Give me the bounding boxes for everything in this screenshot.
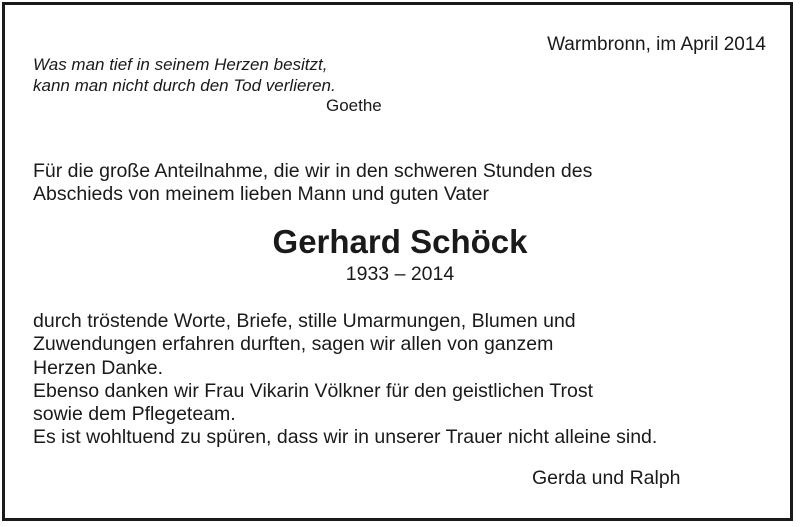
body-line: durch tröstende Worte, Briefe, stille Umarmungen, Blumen und bbox=[33, 310, 576, 332]
intro-paragraph bbox=[33, 160, 753, 206]
quote-line: kann man nicht durch den Tod verlieren. bbox=[33, 76, 336, 95]
quote-line: Was man tief in seinem Herzen besitzt, bbox=[33, 55, 328, 74]
deceased-name: Gerhard Schöck bbox=[272, 223, 528, 260]
body-line: Herzen Danke. bbox=[33, 356, 164, 379]
place-date: Warmbronn, im April 2014 bbox=[547, 34, 766, 55]
intro-line: Für die große Anteilnahme, die wir in den schweren Stunden des bbox=[33, 160, 593, 182]
signature: Gerda und Ralph bbox=[532, 467, 681, 489]
intro-line: Abschieds von meinem lieben Mann und guten Vater bbox=[33, 183, 490, 205]
body-line: Es ist wohltuend zu spüren, dass wir in unserer Trauer nicht alleine sind. bbox=[33, 426, 658, 449]
quote-author: Goethe bbox=[326, 96, 382, 115]
body-line: sowie dem Pflegeteam. bbox=[33, 403, 236, 426]
body-line: Ebenso danken wir Frau Vikarin Völkner für den geistlichen Trost bbox=[33, 379, 594, 402]
body-line: Zuwendungen erfahren durften, sagen wir allen von ganzem bbox=[33, 333, 554, 356]
quote bbox=[33, 54, 336, 96]
life-dates: 1933 – 2014 bbox=[345, 263, 455, 285]
thanks-paragraph bbox=[33, 310, 773, 450]
